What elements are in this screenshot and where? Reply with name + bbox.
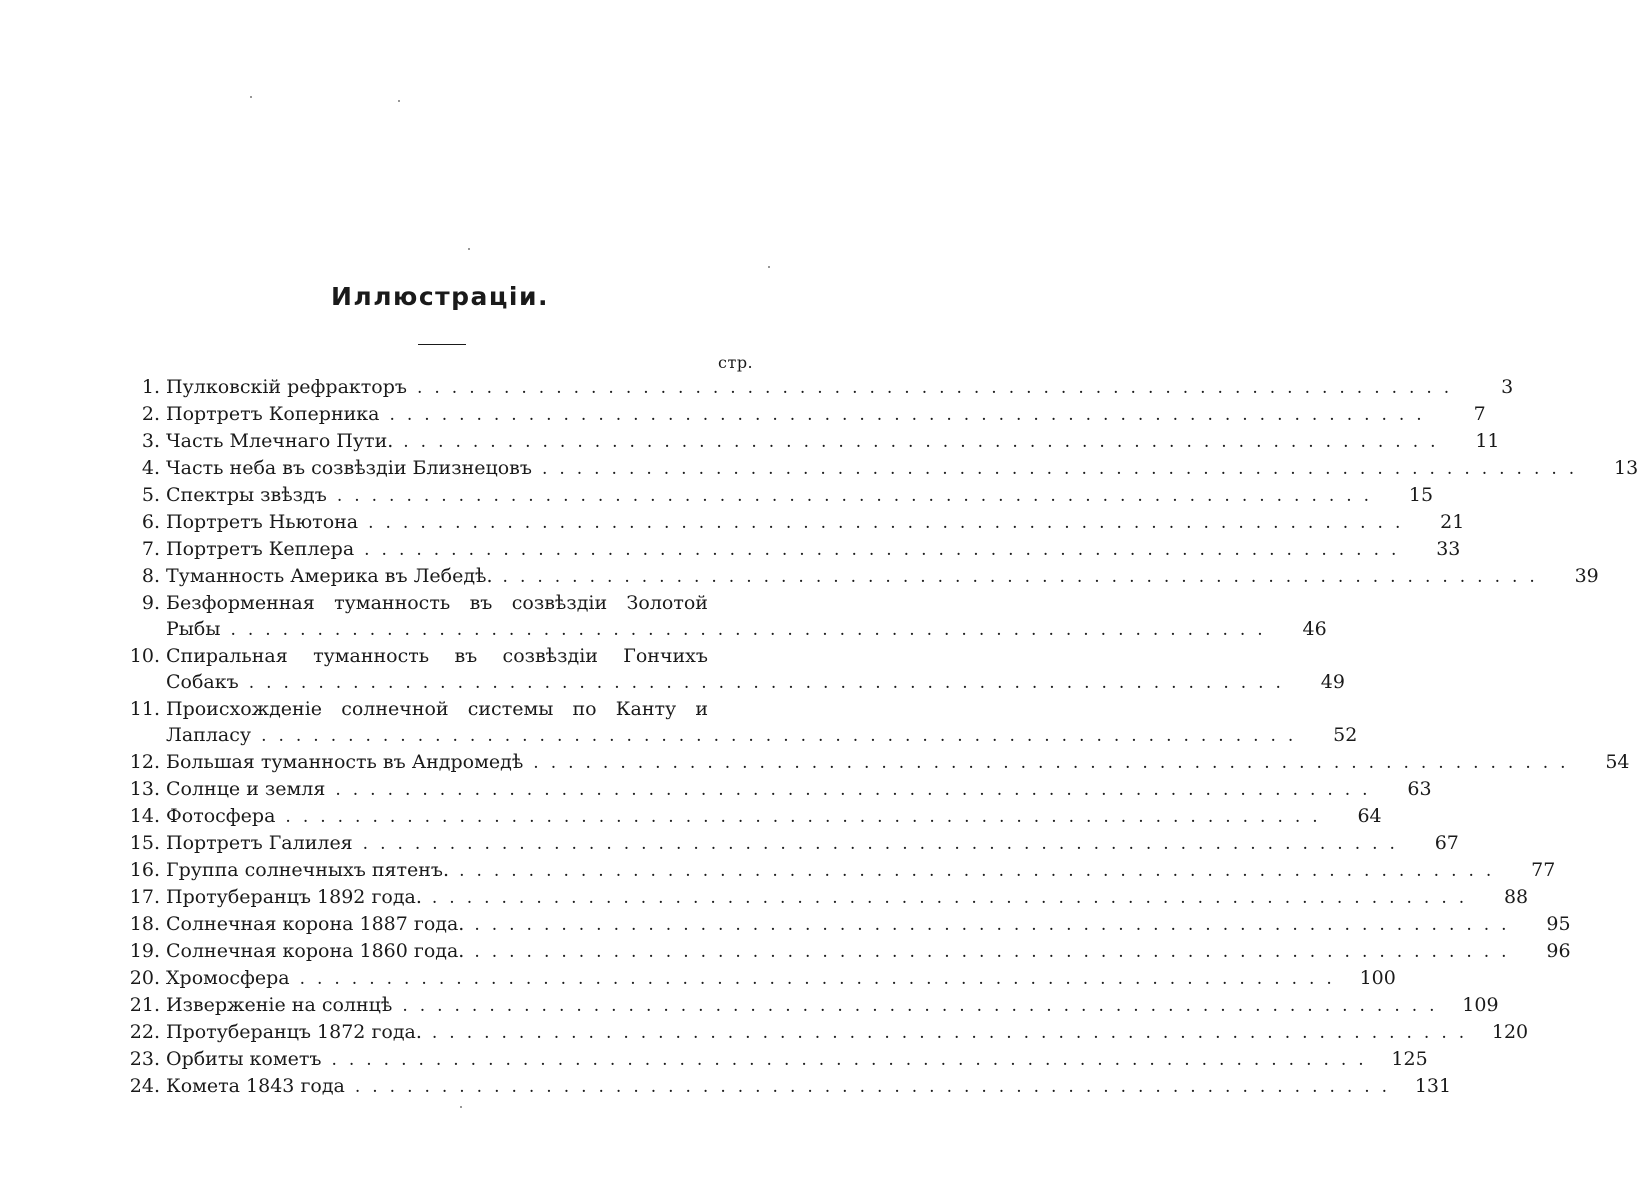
entry-word: Безформенная (166, 592, 315, 614)
entry-word: системы (467, 698, 554, 720)
illustration-entry (120, 1019, 1529, 1046)
entry-number: 19. (129, 940, 160, 962)
entry-text: Большая туманность въ Андромедѣ (166, 751, 524, 773)
entry-body (166, 857, 1556, 884)
dot-leader: ............................................................ (502, 567, 1547, 587)
entry-page: 88 (1503, 886, 1529, 908)
entry-line (166, 374, 1514, 401)
entry-page: 7 (1473, 403, 1486, 425)
entry-text: Изверженіе на солнцѣ (166, 994, 393, 1016)
entry-first-line-words (166, 696, 708, 722)
illustration-entry (120, 992, 1499, 1019)
entry-text: Солнечная корона 1887 года. (166, 913, 465, 935)
entry-body (166, 911, 1571, 938)
entry-line (166, 776, 1432, 803)
entry-body (166, 884, 1529, 911)
title-rule (418, 344, 466, 345)
entry-first-line (166, 590, 760, 616)
dot-leader: ............................................................ (474, 915, 1519, 935)
illustration-entry (120, 536, 1461, 563)
entry-word: Канту (615, 698, 677, 720)
entry-line (166, 857, 1556, 884)
entry-word: созвѣздіи (502, 645, 598, 667)
entry-number: 24. (129, 1075, 160, 1097)
illustration-entry (120, 455, 1638, 482)
entry-page: 77 (1531, 859, 1556, 881)
entry-text: Рыбы (166, 618, 221, 640)
illustration-entry (120, 938, 1571, 965)
illustration-entry (120, 401, 1486, 428)
entry-line (166, 938, 1571, 965)
illustration-entry (120, 965, 1396, 992)
dot-leader: ............................................................ (403, 432, 1448, 452)
entry-text: Хромосфера (166, 967, 290, 989)
entry-page: 46 (1302, 618, 1327, 640)
entry-line (166, 482, 1434, 509)
entry-page: 100 (1359, 967, 1396, 989)
dot-leader: ............................................................ (285, 807, 1330, 827)
entry-text: Собакъ (166, 671, 239, 693)
entry-body (166, 749, 1630, 776)
entry-number: 2. (141, 403, 160, 425)
entry-word: туманность (334, 592, 451, 614)
entry-page: 109 (1462, 994, 1499, 1016)
illustration-entry (120, 509, 1465, 536)
entry-body (166, 401, 1486, 428)
entry-text: Спектры звѣздъ (166, 484, 327, 506)
entry-body (166, 509, 1465, 536)
entry-number: 4. (141, 457, 160, 479)
entry-text: Лапласу (166, 724, 252, 746)
entry-text: Часть Млечнаго Пути. (166, 430, 394, 452)
illustration-entry (120, 482, 1434, 509)
entry-page: 21 (1440, 511, 1465, 533)
entry-word: Происхожденіе (166, 698, 323, 720)
entry-line (166, 401, 1486, 428)
entry-line (166, 616, 1327, 643)
page-title: Иллюстраціи. (330, 282, 550, 311)
entry-body (166, 374, 1514, 401)
illustration-entry (120, 776, 1432, 803)
entry-line (166, 722, 1358, 749)
entry-body (166, 1046, 1428, 1073)
entry-number: 11. (129, 698, 160, 720)
entry-text: Туманность Америка въ Лебедѣ. (166, 565, 493, 587)
entry-page: 39 (1574, 565, 1599, 587)
paper-speck (460, 1106, 462, 1108)
entry-text: Фотосфера (166, 805, 276, 827)
illustration-entry (120, 803, 1382, 830)
entry-text: Часть неба въ созвѣздіи Близнецовъ (166, 457, 532, 479)
entry-body (166, 590, 1327, 643)
entry-number: 13. (129, 778, 160, 800)
entry-number: 22. (129, 1021, 160, 1043)
paper-speck (398, 100, 400, 102)
dot-leader: ............................................................ (431, 888, 1477, 908)
entry-page: 52 (1333, 724, 1358, 746)
entry-first-line (166, 643, 760, 669)
dot-leader: ............................................................ (354, 1077, 1400, 1097)
entry-page: 3 (1501, 376, 1514, 398)
illustration-entry (120, 1073, 1452, 1100)
dot-leader: ............................................................ (431, 1023, 1477, 1043)
entry-body (166, 830, 1459, 857)
entry-body (166, 455, 1638, 482)
entry-body (166, 776, 1432, 803)
entry-line (166, 1046, 1428, 1073)
entry-text: Портретъ Кеплера (166, 538, 355, 560)
paper-speck (250, 96, 252, 98)
entry-word: Гончихъ (623, 645, 708, 667)
entry-body (166, 938, 1571, 965)
illustration-entry (120, 1046, 1428, 1073)
entry-word: въ (454, 645, 478, 667)
entry-body (166, 803, 1382, 830)
entry-number: 7. (141, 538, 160, 560)
entry-text: Группа солнечныхъ пятенъ. (166, 859, 450, 881)
entry-word: созвѣздіи (511, 592, 608, 614)
dot-leader: ............................................................ (402, 996, 1447, 1016)
illustration-entry (120, 696, 1358, 749)
dot-leader: ............................................................ (248, 673, 1293, 693)
entry-number: 6. (141, 511, 160, 533)
entry-number: 1. (141, 376, 160, 398)
dot-leader: ............................................................ (362, 834, 1407, 854)
entry-word: солнечной (341, 698, 449, 720)
dot-leader: ............................................................ (230, 620, 1275, 640)
entry-number: 8. (141, 565, 160, 587)
entry-line (166, 965, 1396, 992)
illustration-entry (120, 563, 1599, 590)
entry-line (166, 992, 1499, 1019)
illustrations-list (120, 374, 1638, 1100)
entry-number: 9. (141, 592, 160, 614)
illustration-entry (120, 911, 1571, 938)
dot-leader: ............................................................ (541, 459, 1587, 479)
entry-line (166, 803, 1382, 830)
entry-text: Орбиты кометъ (166, 1048, 322, 1070)
entry-text: Портретъ Галилея (166, 832, 353, 854)
entry-page: 67 (1434, 832, 1459, 854)
illustration-entry (120, 884, 1529, 911)
dot-leader: ............................................................ (261, 726, 1306, 746)
dot-leader: ............................................................ (533, 753, 1578, 773)
entry-first-line (166, 696, 760, 722)
entry-text: Солнце и земля (166, 778, 326, 800)
illustration-entry (120, 374, 1514, 401)
entry-page: 125 (1391, 1048, 1428, 1070)
entry-number: 15. (129, 832, 160, 854)
entry-page: 13 (1613, 457, 1638, 479)
dot-leader: ............................................................ (474, 942, 1519, 962)
dot-leader: ............................................................ (299, 969, 1344, 989)
entry-body (166, 992, 1499, 1019)
entry-number: 18. (129, 913, 160, 935)
entry-line (166, 749, 1630, 776)
entry-text: Протуберанцъ 1892 года. (166, 886, 422, 908)
dot-leader: ............................................................ (331, 1050, 1376, 1070)
entry-number: 3. (141, 430, 160, 452)
entry-word: по (572, 698, 597, 720)
entry-text: Пулковскій рефракторъ (166, 376, 407, 398)
paper-speck (768, 266, 770, 268)
illustration-entry (120, 749, 1630, 776)
illustration-entry (120, 590, 1327, 643)
entry-body (166, 482, 1434, 509)
entry-body (166, 563, 1599, 590)
entry-number: 10. (129, 645, 160, 667)
entry-page: 120 (1491, 1021, 1529, 1043)
entry-number: 14. (129, 805, 160, 827)
entry-line (166, 911, 1571, 938)
paper-speck (468, 248, 470, 250)
entry-text: Комета 1843 года (166, 1075, 345, 1097)
entry-page: 49 (1320, 671, 1345, 693)
entry-word: Спиральная (166, 645, 288, 667)
entry-first-line-words (166, 643, 708, 669)
dot-leader: ............................................................ (364, 540, 1409, 560)
dot-leader: ............................................................ (416, 378, 1462, 398)
entry-text: Протуберанцъ 1872 года. (166, 1021, 422, 1043)
entry-line (166, 669, 1345, 696)
illustration-entry (120, 830, 1459, 857)
entry-number: 5. (141, 484, 160, 506)
entry-page: 95 (1546, 913, 1571, 935)
entry-body (166, 1019, 1529, 1046)
illustration-entry (120, 643, 1345, 696)
entry-number: 21. (129, 994, 160, 1016)
illustration-entry (120, 857, 1556, 884)
entry-page: 63 (1407, 778, 1432, 800)
dot-leader: ............................................................ (389, 405, 1434, 425)
entry-body (166, 428, 1500, 455)
entry-word: Золотой (626, 592, 708, 614)
entry-number: 20. (129, 967, 160, 989)
entry-page: 131 (1414, 1075, 1452, 1097)
entry-body (166, 965, 1396, 992)
entry-page: 33 (1436, 538, 1461, 560)
entry-line (166, 455, 1638, 482)
entry-word: туманность (313, 645, 430, 667)
entry-line (166, 1073, 1452, 1100)
entry-body (166, 536, 1461, 563)
entry-number: 12. (129, 751, 160, 773)
entry-line (166, 830, 1459, 857)
entry-page: 96 (1546, 940, 1571, 962)
illustration-entry (120, 428, 1500, 455)
entry-body (166, 643, 1345, 696)
entry-line (166, 884, 1529, 911)
entry-body (166, 696, 1358, 749)
entry-line (166, 509, 1465, 536)
entry-line (166, 536, 1461, 563)
entry-line (166, 563, 1599, 590)
entry-text: Портретъ Ньютона (166, 511, 359, 533)
entry-page: 54 (1605, 751, 1630, 773)
dot-leader: ............................................................ (335, 780, 1380, 800)
entry-number: 16. (129, 859, 160, 881)
entry-body (166, 1073, 1452, 1100)
entry-text: Портретъ Коперника (166, 403, 380, 425)
entry-line (166, 1019, 1529, 1046)
entry-first-line-words (166, 590, 708, 616)
entry-text: Солнечная корона 1860 года. (166, 940, 465, 962)
entry-number: 17. (129, 886, 160, 908)
entry-number: 23. (129, 1048, 160, 1070)
entry-page: 15 (1408, 484, 1434, 506)
dot-leader: ............................................................ (459, 861, 1504, 881)
entry-word: и (695, 698, 708, 720)
entry-page: 64 (1357, 805, 1382, 827)
dot-leader: ............................................................ (368, 513, 1413, 533)
entry-word: въ (469, 592, 493, 614)
page-column-header: стр. (718, 353, 754, 372)
entry-line (166, 428, 1500, 455)
dot-leader: ............................................................ (336, 486, 1382, 506)
entry-page: 11 (1475, 430, 1500, 452)
